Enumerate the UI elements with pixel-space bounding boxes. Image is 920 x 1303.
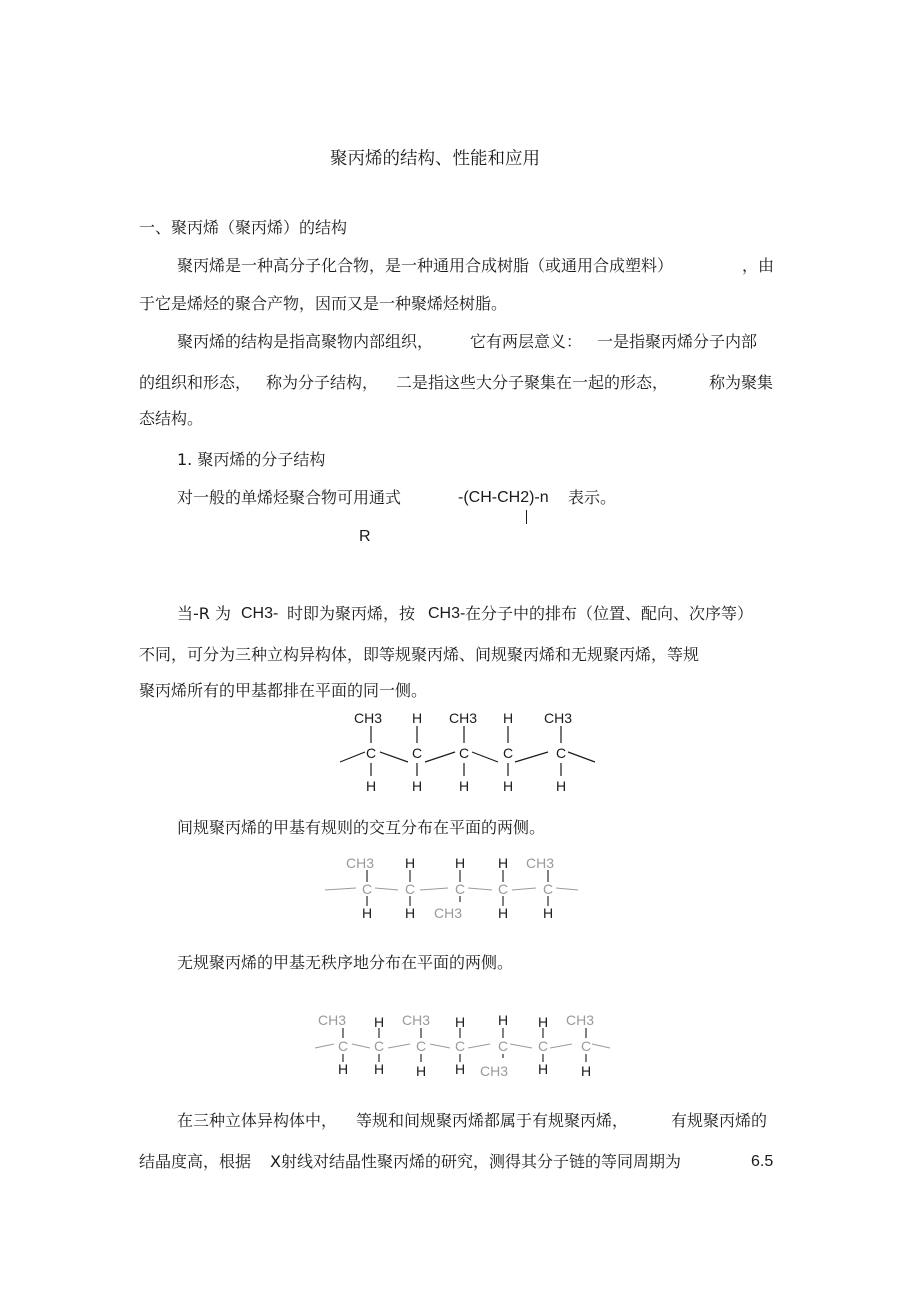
ata-bottom-1: H — [374, 1061, 385, 1077]
ata-top-6: CH3 — [566, 1012, 595, 1028]
iso-bottom-0: H — [366, 778, 377, 794]
paragraph-4-line-1b: 等规和间规聚丙烯都属于有规聚丙烯， — [356, 1111, 629, 1130]
syn-top-0: CH3 — [346, 855, 375, 871]
bond-line — [430, 1044, 450, 1048]
paragraph-4-line-2b: X射线对结晶性聚丙烯的研究，测得其分子链的等同周期为 — [270, 1152, 681, 1171]
paragraph-2-line-1a: 聚丙烯的结构是指高聚物内部组织， — [177, 332, 434, 351]
ata-bottom-6: H — [581, 1063, 592, 1079]
paragraph-4-line-1a: 在三种立体异构体中， — [177, 1111, 338, 1130]
iso-top-0: CH3 — [354, 710, 383, 726]
syn-bottom-2: CH3 — [434, 905, 463, 921]
paragraph-3-line-1a: 当-R 为 — [177, 604, 231, 623]
syn-bottom-0: H — [362, 905, 373, 921]
paragraph-3-line-1b: 时即为聚丙烯，按 — [287, 604, 416, 623]
paragraph-1-line-1a: 聚丙烯是一种高分子化合物，是一种通用合成树脂（或通用合成塑料） — [177, 256, 674, 275]
bond-line — [420, 888, 448, 890]
iso-carbon-2: C — [459, 745, 470, 761]
bond-line — [512, 888, 536, 890]
paragraph-2-line-3: 态结构。 — [139, 409, 204, 428]
section-heading-structure: 一、聚丙烯（聚丙烯）的结构 — [139, 218, 348, 237]
bond-line — [468, 888, 492, 890]
iso-top-1: H — [412, 710, 423, 726]
syn-top-1: H — [405, 855, 416, 871]
syn-carbon-2: C — [455, 881, 466, 897]
ata-bottom-0: H — [338, 1061, 349, 1077]
general-formula: -(CH-CH2)-n — [458, 489, 549, 506]
bond-line — [315, 1044, 334, 1048]
ata-top-2: CH3 — [402, 1012, 431, 1028]
paragraph-2-line-2a: 的组织和形态， — [139, 373, 252, 392]
syn-carbon-3: C — [498, 881, 509, 897]
formula-r-group: R — [359, 528, 371, 545]
iso-bottom-1: H — [412, 778, 423, 794]
ata-bottom-4: CH3 — [480, 1063, 509, 1079]
ata-bottom-3: H — [455, 1061, 466, 1077]
ata-top-4: H — [498, 1012, 509, 1028]
syn-top-3: H — [498, 855, 509, 871]
bond-line — [550, 1044, 572, 1048]
syndiotactic-caption: 间规聚丙烯的甲基有规则的交互分布在平面的两侧。 — [177, 818, 546, 837]
syn-carbon-0: C — [362, 881, 373, 897]
ata-carbon-6: C — [581, 1038, 592, 1054]
paragraph-4-line-2a: 结晶度高，根据 — [139, 1152, 252, 1171]
atactic-structure-diagram — [310, 1008, 620, 1080]
ata-top-5: H — [538, 1014, 549, 1030]
iso-top-4: CH3 — [544, 710, 573, 726]
paragraph-3-line-3: 聚丙烯所有的甲基都排在平面的同一侧。 — [139, 681, 428, 700]
bond-line — [592, 1044, 610, 1048]
paragraph-2-line-2c: 二是指这些大分子聚集在一起的形态， — [396, 373, 669, 392]
iso-carbon-1: C — [412, 745, 423, 761]
ata-carbon-1: C — [374, 1038, 385, 1054]
iso-bottom-4: H — [556, 778, 567, 794]
isotactic-structure-diagram — [330, 708, 610, 798]
paragraph-3-line-1c: 在分子中的排布（位置、配向、次序等） — [465, 604, 754, 623]
ata-carbon-5: C — [538, 1038, 549, 1054]
formula-suffix: 表示。 — [568, 488, 617, 507]
paragraph-2-line-2d: 称为聚集 — [709, 373, 774, 392]
syndiotactic-structure-diagram — [320, 852, 590, 922]
page-title: 聚丙烯的结构、性能和应用 — [330, 149, 540, 169]
ata-bottom-5: H — [538, 1061, 549, 1077]
methyl-group-label: CH3- — [241, 605, 279, 622]
iso-top-3: H — [503, 710, 514, 726]
paragraph-2-line-1c: 一是指聚丙烯分子内部 — [597, 332, 758, 351]
paragraph-2-line-1b: 它有两层意义： — [470, 332, 583, 351]
ata-carbon-3: C — [455, 1038, 466, 1054]
syn-bottom-3: H — [498, 905, 509, 921]
chain-bond — [380, 752, 408, 762]
ata-carbon-2: C — [416, 1038, 427, 1054]
chain-bond — [340, 752, 365, 762]
ata-top-1: H — [374, 1014, 385, 1030]
chain-bond — [568, 752, 595, 762]
paragraph-4-line-1c: 有规聚丙烯的 — [671, 1111, 768, 1130]
syn-carbon-1: C — [405, 881, 416, 897]
bond-line — [375, 888, 398, 890]
bond-line — [325, 888, 356, 890]
formula-bond-line — [526, 510, 527, 524]
bond-line — [352, 1044, 370, 1048]
iso-bottom-3: H — [503, 778, 514, 794]
bond-line — [510, 1044, 532, 1048]
iso-carbon-4: C — [556, 745, 567, 761]
ata-top-3: H — [455, 1014, 466, 1030]
paragraph-4-line-2c: 6.5 — [751, 1153, 774, 1170]
ata-carbon-0: C — [338, 1038, 349, 1054]
syn-top-2: H — [455, 855, 466, 871]
iso-top-2: CH3 — [449, 710, 478, 726]
syn-top-4: CH3 — [526, 855, 555, 871]
syn-carbon-4: C — [543, 881, 554, 897]
chain-bond — [515, 752, 548, 762]
iso-carbon-0: C — [366, 745, 377, 761]
syn-bottom-1: H — [405, 905, 416, 921]
ata-bottom-2: H — [416, 1063, 427, 1079]
ata-carbon-4: C — [498, 1038, 509, 1054]
syn-bottom-4: H — [543, 905, 554, 921]
formula-intro: 对一般的单烯烃聚合物可用通式 — [177, 488, 402, 507]
iso-bottom-2: H — [459, 778, 470, 794]
subsection-heading-molecular-structure: 1. 聚丙烯的分子结构 — [177, 450, 326, 469]
iso-carbon-3: C — [503, 745, 514, 761]
bond-line — [468, 1044, 490, 1048]
bond-line — [388, 1044, 410, 1048]
paragraph-3-line-2: 不同，可分为三种立构异构体，即等规聚丙烯、间规聚丙烯和无规聚丙烯，等规 — [139, 645, 700, 664]
bond-line — [556, 888, 578, 890]
paragraph-2-line-2b: 称为分子结构， — [266, 373, 379, 392]
chain-bond — [472, 752, 498, 762]
paragraph-1-line-2: 于它是烯烃的聚合产物，因而又是一种聚烯烃树脂。 — [139, 294, 508, 313]
paragraph-1-line-1b: ，由 — [742, 256, 775, 275]
chain-bond — [425, 752, 455, 762]
atactic-caption: 无规聚丙烯的甲基无秩序地分布在平面的两侧。 — [177, 953, 514, 972]
methyl-group-label-2: CH3- — [428, 605, 466, 622]
ata-top-0: CH3 — [318, 1012, 347, 1028]
